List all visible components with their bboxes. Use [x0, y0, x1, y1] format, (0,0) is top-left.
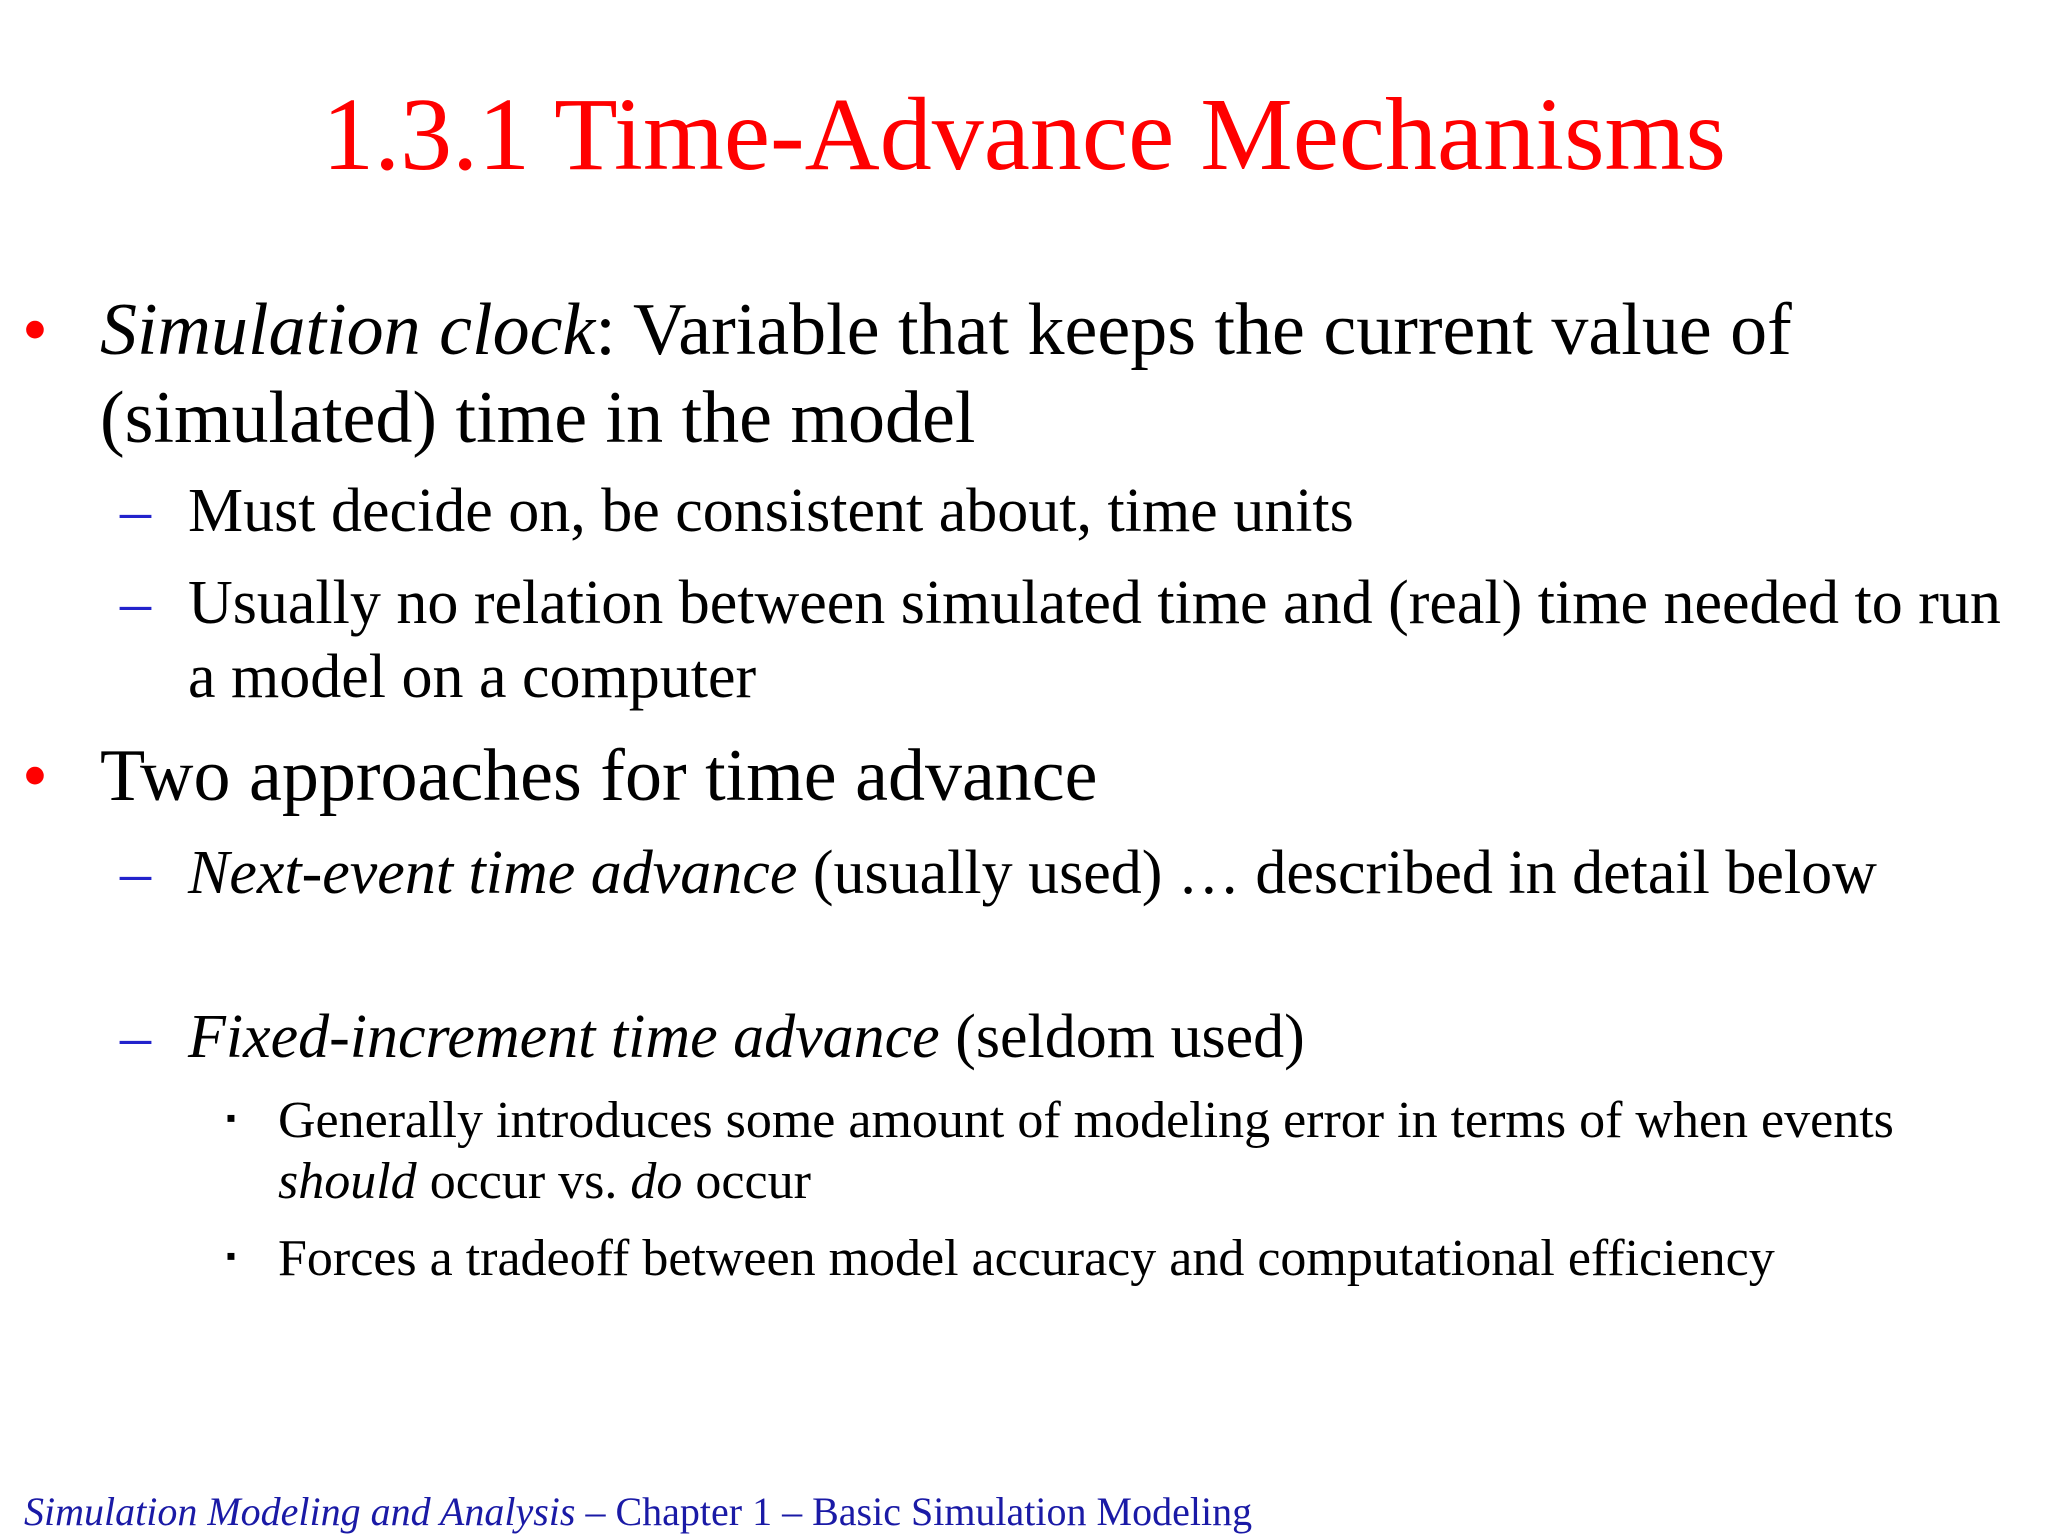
slide-title: 1.3.1 Time-Advance Mechanisms	[322, 77, 1726, 192]
term-simulation-clock: Simulation clock	[100, 289, 596, 371]
dash-marker: –	[120, 569, 151, 637]
bullet-two-approaches	[22, 732, 2000, 820]
subsubbullet-tradeoff	[226, 1228, 2018, 1289]
subbullet-no-relation	[120, 566, 2038, 714]
bullet-marker: •	[22, 735, 48, 817]
term-next-event: Next-event time advance	[188, 839, 798, 907]
subbullet-fixed-increment	[120, 1000, 2018, 1074]
text-part: Generally introduces some amount of modeling error in terms of when events	[278, 1092, 1894, 1149]
dash-marker: –	[120, 1003, 151, 1071]
text-part: occur vs.	[416, 1153, 631, 1210]
term-fixed-increment: Fixed-increment time advance	[188, 1003, 940, 1071]
dash-marker: –	[120, 477, 151, 545]
bullet-text: Two approaches for time advance	[100, 735, 1098, 817]
square-marker: ▪	[226, 1241, 236, 1272]
square-marker: ▪	[226, 1103, 236, 1134]
subbullet-text: (usually used) … described in detail below	[797, 839, 1877, 907]
bullet-text: Variable that keeps the current value of (simulated) time in the model	[100, 289, 1792, 459]
bullet-simulation-clock	[22, 286, 2000, 462]
term-colon: :	[595, 289, 616, 371]
emphasis-do: do	[630, 1153, 683, 1210]
subbullet-time-units	[120, 474, 2018, 548]
subbullet-next-event	[120, 836, 1938, 910]
footer-chapter: – Chapter 1 – Basic Simulation Modeling	[575, 1489, 1253, 1534]
footer-book-title: Simulation Modeling and Analysis	[24, 1489, 576, 1534]
subsubbullet-text: Forces a tradeoff between model accuracy and computational efficiency	[278, 1230, 1775, 1287]
dash-marker: –	[120, 839, 151, 907]
subbullet-text: Must decide on, be consistent about, time units	[188, 477, 1354, 545]
subbullet-text: (seldom used)	[939, 1003, 1305, 1071]
subsubbullet-modeling-error	[226, 1090, 1918, 1212]
bullet-marker: •	[22, 289, 48, 371]
subbullet-text: Usually no relation between simulated time and (real) time needed to run a model on a computer	[188, 569, 2001, 711]
text-part: occur	[682, 1153, 811, 1210]
emphasis-should: should	[278, 1153, 417, 1210]
slide-footer	[24, 1488, 1252, 1535]
